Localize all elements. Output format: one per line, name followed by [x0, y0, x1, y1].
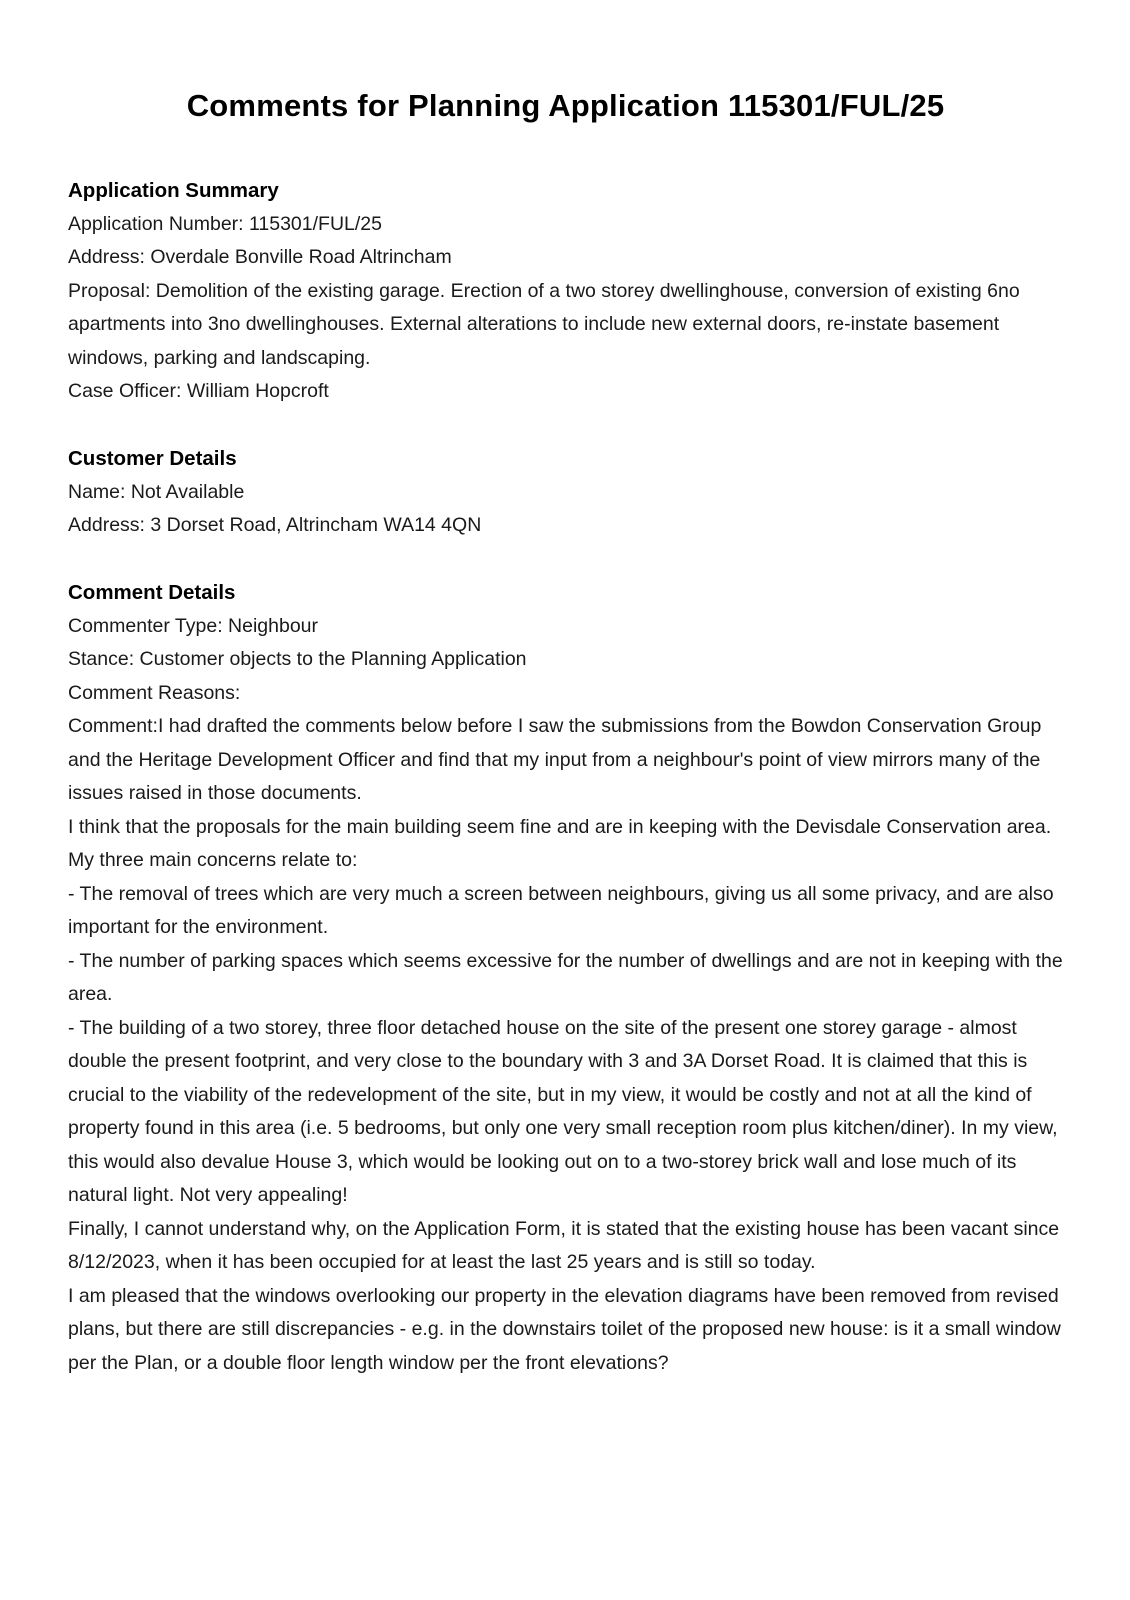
section-comment-details: [68, 576, 1063, 1380]
application-summary-heading: Application Summary: [68, 179, 279, 202]
customer-details-heading: Customer Details: [68, 447, 237, 470]
application-address-line: Address: Overdale Bonville Road Altrincham: [68, 246, 452, 268]
customer-address-line: Address: 3 Dorset Road, Altrincham WA14 4QN: [68, 514, 482, 536]
comment-bullet-building: - The building of a two storey, three floor detached house on the site of the present one storey garage - almost double the present footprint, and very close to the boundary with 3 and 3A Dorset Road. It is claimed that this is crucial to the viability of the redevelopment of the site, but in my view, it would be costly and not at all the kind of property found in this area (i.e. 5 bedrooms, but only one very small reception room plus kitchen/diner). In my view, this would also devalue House 3, which would be looking out on to a two-storey brick wall and lose much of its natural light. Not very appealing!: [68, 1016, 1058, 1206]
comment-paragraph-windows: I am pleased that the windows overlooking our property in the elevation diagrams have been removed from revised plans, but there are still discrepancies - e.g. in the downstairs toilet of the proposed new house: is it a small window per the Plan, or a double floor length window per the front elevations?: [68, 1284, 1061, 1374]
comment-bullet-trees: - The removal of trees which are very much a screen between neighbours, giving us all some privacy, and are also important for the environment.: [68, 882, 1054, 938]
comment-details-heading: Comment Details: [68, 581, 236, 604]
stance-line: Stance: Customer objects to the Planning Application: [68, 648, 527, 670]
comment-bullet-parking: - The number of parking spaces which seems excessive for the number of dwellings and are not in keeping with the area.: [68, 949, 1063, 1005]
comment-paragraph-intro: Comment:I had drafted the comments below before I saw the submissions from the Bowdon Conservation Group and the Heritage Development Officer and find that my input from a neighbour's point of view mirrors many of the issues raised in those documents.: [68, 715, 1042, 804]
application-number-line: Application Number: 115301/FUL/25: [68, 212, 382, 235]
comment-paragraph-proposals: I think that the proposals for the main building seem fine and are in keeping with the Devisdale Conservation area. My three main concerns relate to:: [68, 815, 1052, 871]
commenter-type-line: Commenter Type: Neighbour: [68, 614, 319, 637]
case-officer-line: Case Officer: William Hopcroft: [68, 380, 329, 402]
section-application-summary: [68, 174, 1063, 409]
proposal-line: Proposal: Demolition of the existing garage. Erection of a two storey dwellinghouse, conversion of existing 6no apartments into 3no dwellinghouses. External alterations to include new external doors, re-instate basement windows, parking and landscaping.: [68, 279, 1020, 369]
comment-paragraph-vacancy: Finally, I cannot understand why, on the Application Form, it is stated that the existing house has been vacant since 8/12/2023, when it has been occupied for at least the last 25 years and is still so today.: [68, 1217, 1060, 1273]
section-customer-details: [68, 442, 1063, 543]
customer-name-line: Name: Not Available: [68, 480, 245, 503]
comment-reasons-line: Comment Reasons:: [68, 681, 241, 704]
page-title: Comments for Planning Application 115301/FUL/25: [186, 88, 945, 123]
